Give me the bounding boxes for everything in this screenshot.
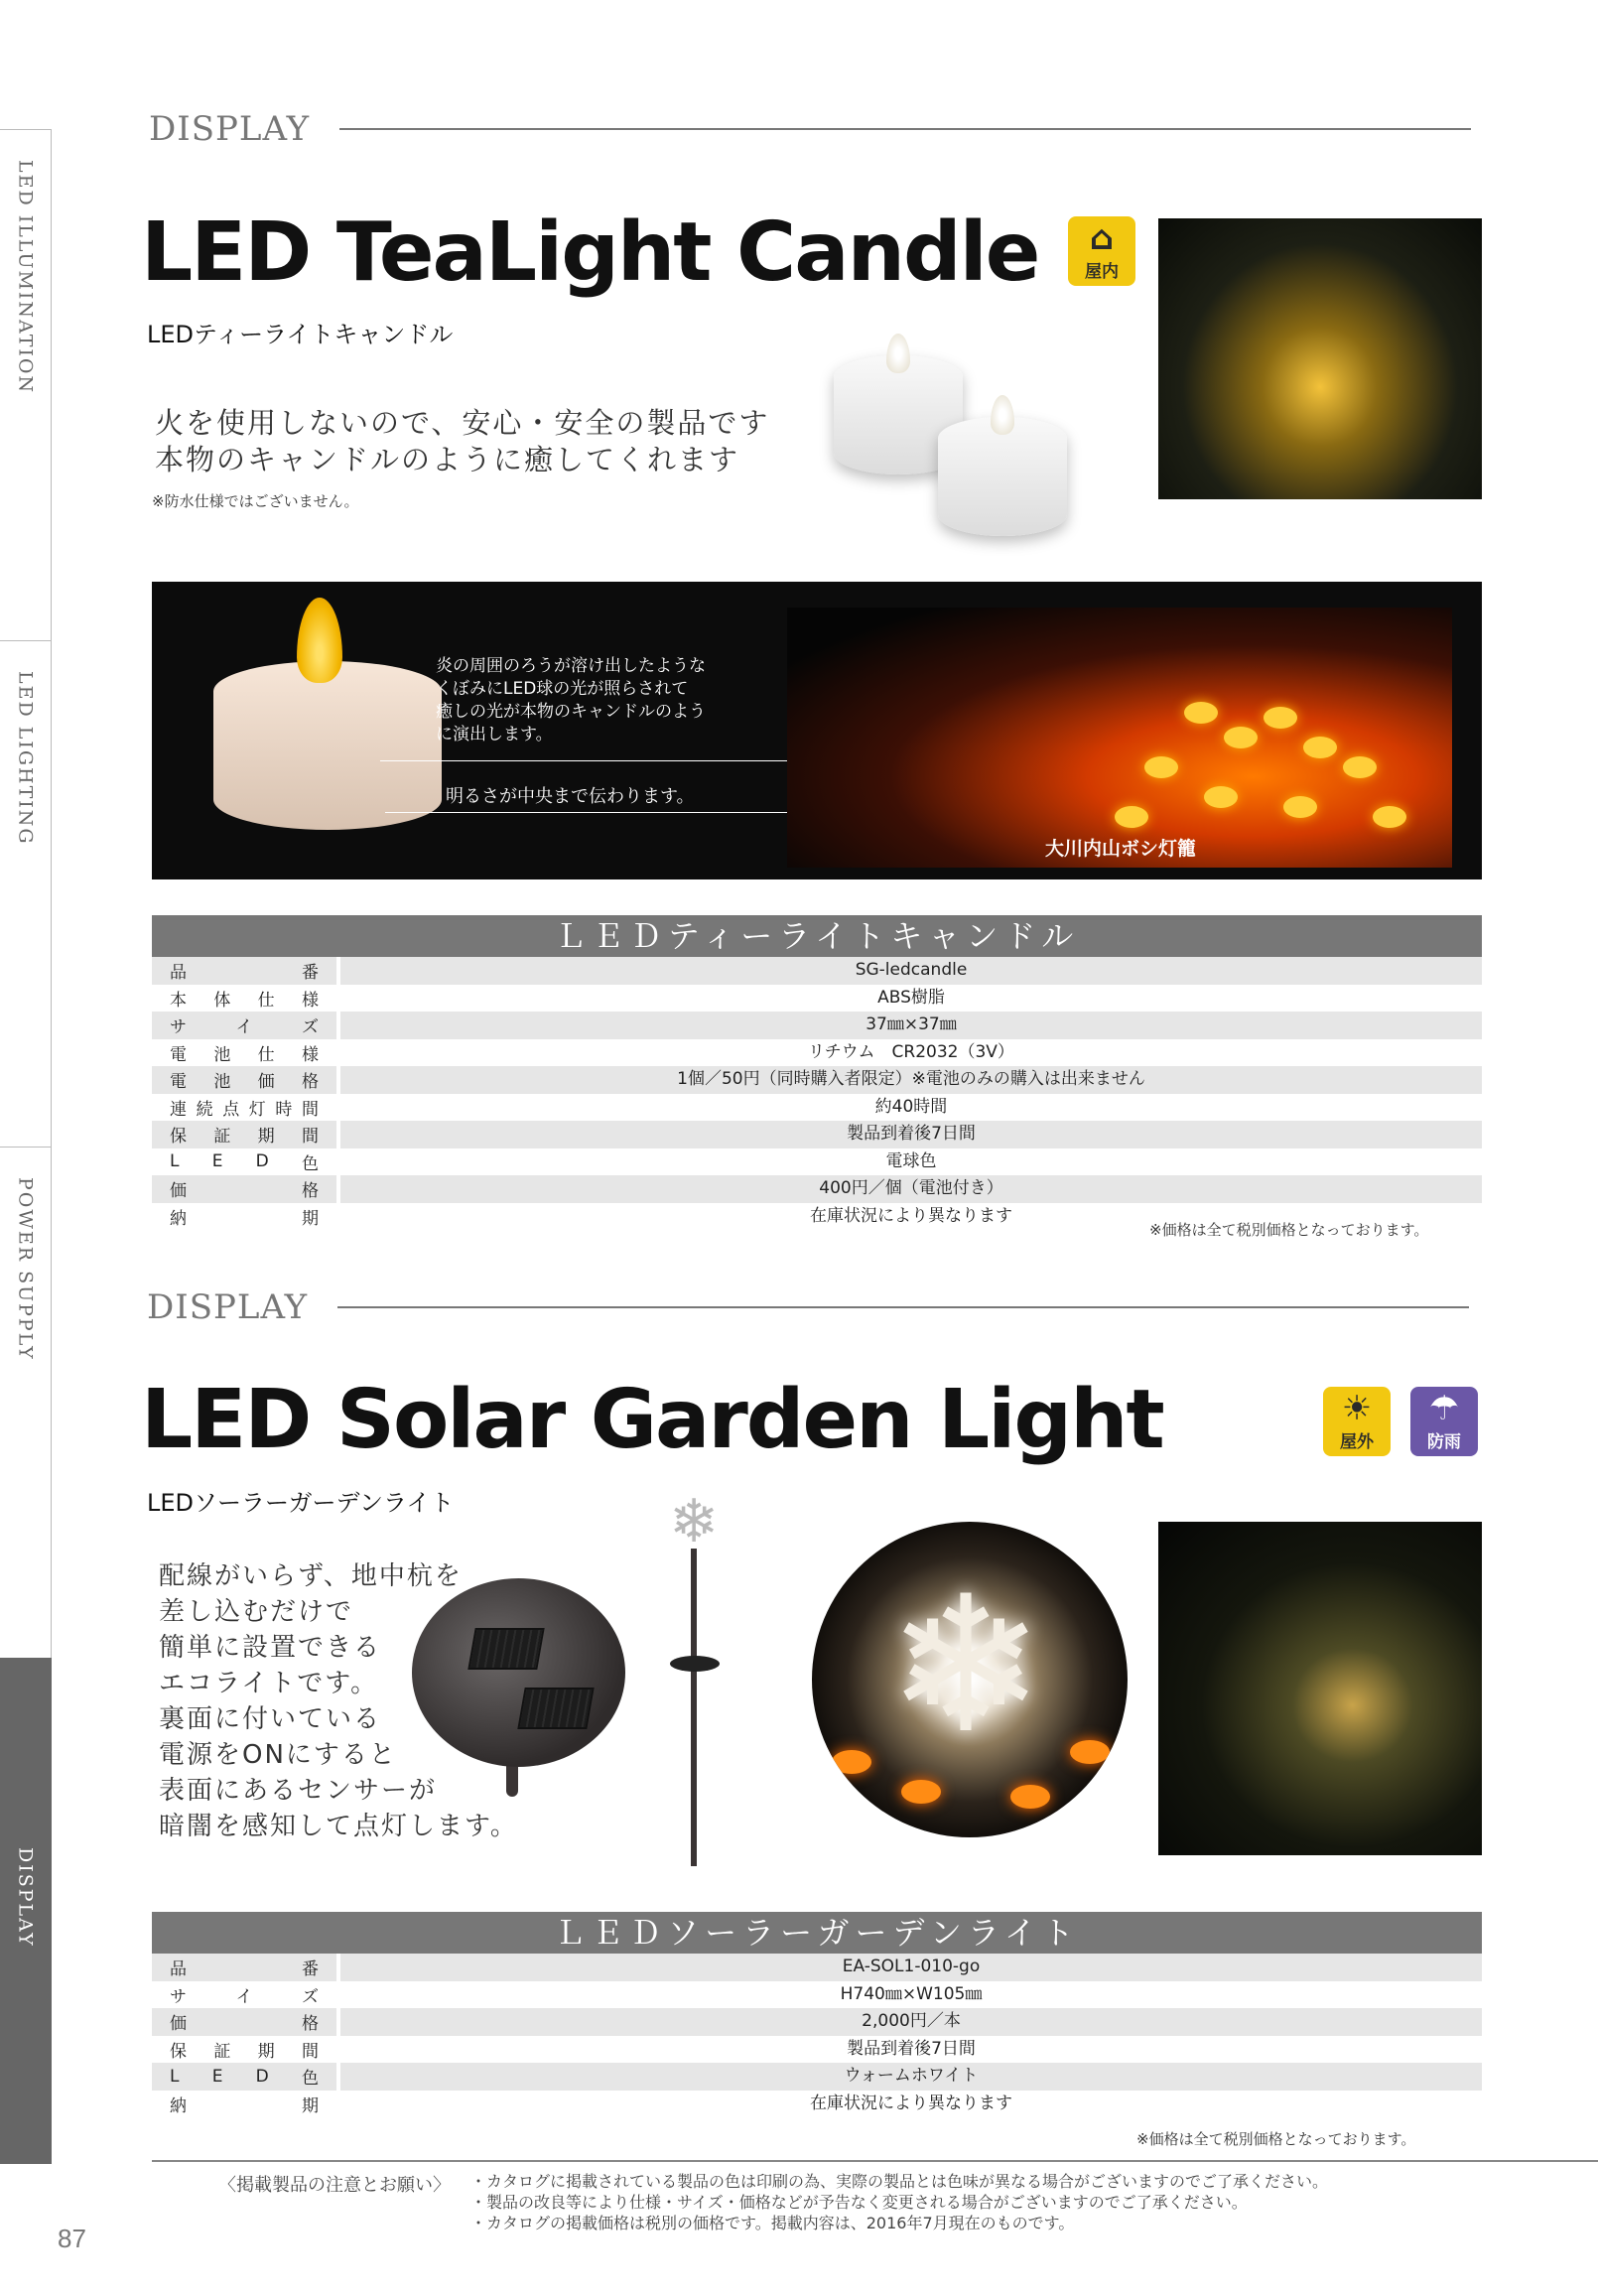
solar-panel-closeup	[412, 1578, 625, 1767]
spec-label-char: 期	[257, 1127, 275, 1148]
spec-value: 約40時間	[340, 1094, 1482, 1122]
solar-panel	[467, 1628, 544, 1670]
spec-label-char: E	[211, 1151, 223, 1172]
footer-label: 〈掲載製品の注意とお願い〉	[218, 2175, 451, 2196]
side-tab-led-illumination[interactable]	[0, 129, 52, 640]
spec-label	[152, 1954, 336, 1981]
spec-label	[152, 1039, 336, 1067]
spec-value: H740㎜×W105㎜	[340, 1981, 1482, 2009]
spec-label-char: 期	[257, 2041, 275, 2062]
spec-label-char: 色	[301, 2069, 319, 2090]
footer-notes	[470, 2171, 1328, 2233]
spec-rows	[152, 1954, 1482, 2117]
spec-row	[152, 1981, 1482, 2009]
footer-note: ・カタログの掲載価格は税別の価格です。掲載内容は、2016年7月現在のものです。	[470, 2214, 1075, 2232]
feature-line: 癒しの光が本物のキャンドルのよう	[436, 702, 706, 722]
spec-label-char: 品	[170, 1959, 187, 1980]
tealight-closeup	[213, 661, 442, 830]
spec-label-char: ズ	[302, 1017, 319, 1038]
tax-note: ※価格は全て税別価格となっております。	[1149, 1221, 1429, 1239]
side-tab-label: LED ILLUMINATION	[14, 160, 37, 395]
section-header-label: DISPLAY	[147, 1287, 309, 1327]
garden-light-night-photo	[812, 1522, 1128, 1837]
spec-label	[152, 1203, 336, 1231]
spec-label-char: 格	[301, 1072, 319, 1093]
spec-label-char: 番	[302, 1959, 319, 1980]
product-subtitle: LEDティーライトキャンドル	[147, 321, 454, 348]
spec-label-char: 納	[170, 1208, 187, 1229]
snowflake-icon: ❄	[668, 1487, 720, 1556]
description-line: 裏面に付いている	[159, 1704, 382, 1734]
tealight-product-photo	[819, 328, 1087, 556]
spec-label-char: 様	[301, 990, 319, 1011]
spec-row	[152, 1066, 1482, 1094]
spec-value: 400円／個（電池付き）	[340, 1175, 1482, 1203]
spec-label	[152, 1981, 336, 2009]
side-tab-display[interactable]	[0, 1658, 52, 2164]
orange-glow	[832, 1750, 871, 1774]
spec-label	[152, 1094, 336, 1122]
description-line: 暗闇を感知して点灯します。	[159, 1812, 518, 1841]
section-header	[149, 109, 1471, 149]
side-tab-power-supply[interactable]	[0, 1147, 52, 1658]
lantern-light	[1204, 786, 1238, 808]
indoor-badge	[1068, 216, 1135, 286]
waterproof-note: ※防水仕様ではございません。	[152, 492, 359, 510]
spec-label	[152, 2008, 336, 2036]
description-line: エコライトです。	[159, 1669, 379, 1698]
spec-label-char: 品	[170, 963, 187, 984]
feature-band	[152, 582, 1482, 879]
spec-label-char: D	[255, 1151, 269, 1172]
spec-label-char: 価	[257, 1072, 275, 1093]
orange-glow	[1070, 1740, 1110, 1764]
feature-line: に演出します。	[436, 725, 553, 744]
description-line: 表面にあるセンサーが	[159, 1776, 438, 1806]
lantern-light	[1115, 806, 1148, 828]
section-header-rule	[339, 128, 1471, 130]
spec-label-char: 続	[196, 1099, 213, 1120]
spec-label-char: 間	[301, 1127, 319, 1148]
lantern-light	[1264, 707, 1297, 729]
illumination-event-photo	[1158, 218, 1482, 499]
spec-value: SG-ledcandle	[340, 957, 1482, 985]
product-title: LED TeaLight Candle	[141, 205, 1039, 300]
spec-row	[152, 1148, 1482, 1176]
footer-rule	[152, 2160, 1598, 2162]
spec-label-char: 番	[302, 963, 319, 984]
footer-note: ・カタログに掲載されている製品の色は印刷の為、実際の製品とは色味が異なる場合がございますのでご了承ください。	[470, 2172, 1329, 2191]
badge-label: 屋内	[1085, 262, 1119, 282]
spec-label-char: 仕	[257, 1044, 275, 1065]
spec-table-title: ＬＥＤティーライトキャンドル	[152, 915, 1482, 957]
spec-value: 電球色	[340, 1148, 1482, 1176]
spec-label-char: 灯	[248, 1099, 266, 1120]
spec-value: 37㎜×37㎜	[340, 1012, 1482, 1039]
spec-label-char: 点	[222, 1099, 240, 1120]
spec-label	[152, 985, 336, 1013]
spec-value: ABS樹脂	[340, 985, 1482, 1013]
spec-label-char: サ	[170, 1017, 187, 1038]
spec-label-char: 間	[301, 1099, 319, 1120]
spec-label-char: E	[211, 2066, 223, 2087]
spec-value: 2,000円／本	[340, 2008, 1482, 2036]
section-header-label: DISPLAY	[149, 109, 311, 149]
description-line: 配線がいらず、地中杭を	[159, 1561, 463, 1591]
footer-note: ・製品の改良等により仕様・サイズ・価格などが予告なく変更される場合がございますのでご了承ください。	[470, 2193, 1248, 2212]
spec-label-char: 間	[301, 2041, 319, 2062]
photo-caption: 大川内山ボシ灯籠	[1045, 838, 1197, 860]
umbrella-icon: ☂	[1428, 1389, 1460, 1428]
spec-row	[152, 1012, 1482, 1039]
product-title: LED Solar Garden Light	[141, 1373, 1163, 1467]
flame-icon	[991, 395, 1014, 435]
sun-icon: ☀	[1341, 1389, 1373, 1428]
spec-row	[152, 1039, 1482, 1067]
spec-row	[152, 2063, 1482, 2091]
spec-label	[152, 1148, 336, 1176]
orange-glow	[901, 1780, 941, 1804]
spec-row	[152, 1121, 1482, 1148]
spec-label-char: 電	[170, 1044, 187, 1065]
spec-row	[152, 1094, 1482, 1122]
spec-label-char: 格	[302, 1181, 319, 1202]
spec-label	[152, 1175, 336, 1203]
flame-icon	[886, 334, 910, 373]
spec-label-char: D	[255, 2066, 269, 2087]
spec-label-char: 格	[302, 2014, 319, 2035]
side-tab-label: LED LIGHTING	[14, 671, 37, 846]
page-number: 87	[58, 2224, 86, 2253]
section-header	[147, 1287, 1469, 1327]
orange-glow	[1010, 1785, 1050, 1809]
spec-label-char: 証	[213, 1127, 231, 1148]
spec-label-char: イ	[235, 1017, 253, 1038]
spec-row	[152, 957, 1482, 985]
lantern-light	[1184, 702, 1218, 724]
spec-row	[152, 2091, 1482, 2118]
badge-label: 屋外	[1340, 1432, 1374, 1452]
product-subtitle: LEDソーラーガーデンライト	[147, 1489, 455, 1517]
spec-table-solar	[152, 1912, 1482, 2148]
spec-label-char: 仕	[257, 990, 275, 1011]
spec-label	[152, 2036, 336, 2064]
spec-label	[152, 1121, 336, 1148]
section-header-rule	[337, 1306, 1469, 1308]
spec-row	[152, 1954, 1482, 1981]
badge-label: 防雨	[1427, 1432, 1461, 1452]
spec-row	[152, 2036, 1482, 2064]
snowflake-icon: ❄	[886, 1555, 1045, 1775]
spec-label-char: 保	[170, 2041, 187, 2062]
spec-label-char: 時	[275, 1099, 293, 1120]
side-tab-led-lighting[interactable]	[0, 640, 52, 1147]
solar-cap	[670, 1656, 720, 1672]
description-line: 簡単に設置できる	[159, 1633, 382, 1663]
spec-label-char: 納	[170, 2095, 187, 2116]
spec-label-char: 期	[302, 1208, 319, 1229]
description-line: 電源をONにすると	[159, 1740, 397, 1770]
solar-panel	[517, 1688, 594, 1729]
spec-value: 在庫状況により異なります	[340, 2091, 1482, 2118]
description-line: 火を使用しないので、安心・安全の製品です	[155, 406, 770, 440]
spec-table-tealight	[152, 915, 1482, 1239]
spec-row	[152, 2008, 1482, 2036]
spec-label	[152, 2063, 336, 2091]
garden-path-photo	[1158, 1522, 1482, 1855]
house-icon: ⌂	[1089, 218, 1115, 258]
spec-label-char: 保	[170, 1127, 187, 1148]
spec-value: 在庫状況により異なります	[340, 1203, 1482, 1231]
spec-value: 1個／50円（同時購入者限定）※電池のみの購入は出来ません	[340, 1066, 1482, 1094]
tealight-candle	[938, 417, 1067, 536]
spec-label-char: サ	[170, 1986, 187, 2007]
spec-label-char: 色	[301, 1153, 319, 1174]
garden-light-stake	[691, 1549, 697, 1866]
description-line: 差し込むだけで	[159, 1597, 354, 1627]
feature-line: 炎の周囲のろうが溶け出したような	[436, 656, 706, 676]
feature-text	[436, 655, 753, 746]
spec-row	[152, 1175, 1482, 1203]
spec-label-char: 様	[301, 1044, 319, 1065]
outdoor-badge	[1323, 1387, 1391, 1456]
spec-label-char: 期	[302, 2095, 319, 2116]
spec-label	[152, 1012, 336, 1039]
side-tab-label: POWER SUPPLY	[14, 1177, 37, 1361]
feature-text-brightness: 明るさが中央まで伝わります。	[446, 786, 695, 807]
tax-note: ※価格は全て税別価格となっております。	[1136, 2130, 1416, 2148]
spec-value: EA-SOL1-010-go	[340, 1954, 1482, 1981]
spec-label-char: イ	[235, 1986, 253, 2007]
spec-label	[152, 957, 336, 985]
spec-label-char: 本	[170, 990, 187, 1011]
spec-label	[152, 2091, 336, 2118]
spec-label-char: L	[170, 2066, 180, 2087]
product-description	[155, 405, 769, 478]
spec-value: 製品到着後7日間	[340, 2036, 1482, 2064]
lantern-light	[1303, 737, 1337, 758]
rainproof-badge	[1410, 1387, 1478, 1456]
spec-label-char: 電	[170, 1072, 187, 1093]
spec-label-char: 価	[170, 1181, 187, 1202]
spec-label-char: L	[170, 1151, 180, 1172]
lantern-light	[1224, 727, 1258, 748]
spec-label	[152, 1066, 336, 1094]
flame-icon	[297, 598, 342, 683]
side-index	[0, 129, 52, 2164]
lantern-light	[1144, 756, 1178, 778]
spec-label-char: ズ	[302, 1986, 319, 2007]
spec-table-title: ＬＥＤソーラーガーデンライト	[152, 1912, 1482, 1954]
spec-label-char: 証	[213, 2041, 231, 2062]
spec-label-char: 連	[170, 1099, 187, 1120]
lantern-venue-photo	[787, 608, 1452, 868]
spec-rows	[152, 957, 1482, 1230]
spec-label-char: 体	[213, 990, 231, 1011]
side-tab-label: DISPLAY	[14, 1847, 37, 1948]
description-line: 本物のキャンドルのように癒してくれます	[155, 443, 740, 476]
feature-line: くぼみにLED球の光が照らされて	[436, 679, 689, 699]
spec-label-char: 価	[170, 2014, 187, 2035]
lantern-light	[1373, 806, 1406, 828]
lantern-light	[1283, 796, 1317, 818]
spec-value: 製品到着後7日間	[340, 1121, 1482, 1148]
lantern-light	[1343, 756, 1377, 778]
spec-label-char: 池	[213, 1072, 231, 1093]
spec-value: リチウム CR2032（3V）	[340, 1039, 1482, 1067]
spec-label-char: 池	[213, 1044, 231, 1065]
spec-row	[152, 985, 1482, 1013]
spec-value: ウォームホワイト	[340, 2063, 1482, 2091]
